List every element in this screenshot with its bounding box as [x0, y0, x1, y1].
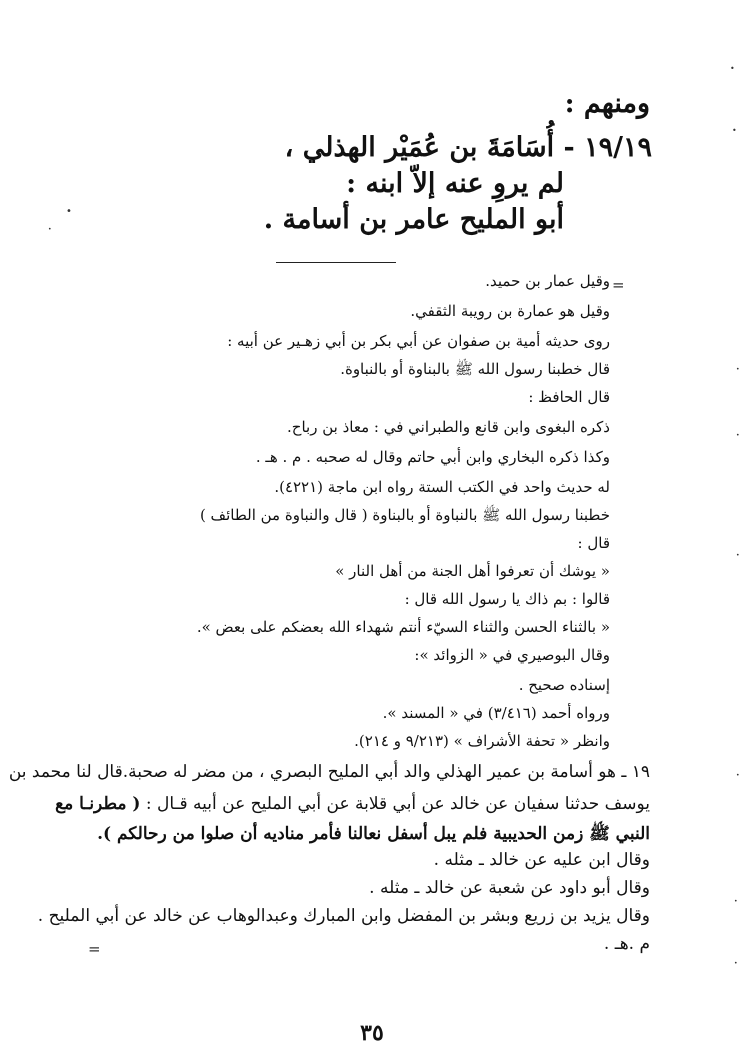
- page-number: ٣٥: [360, 1020, 384, 1046]
- footnote-line-14: وقال البوصيري في « الزوائد »:: [414, 646, 610, 664]
- entry-narrators-line: لم يروِ عنه إلاّ ابنه :: [346, 168, 564, 199]
- note19-line-6: وقال يزيد بن زريع وبشر بن المفضل وابن المبارك وعبدالوهاب عن خالد عن أبي المليح .: [37, 906, 650, 926]
- scan-speck: •: [66, 206, 72, 217]
- footnote-line-1: وقيل عمار بن حميد.: [485, 272, 610, 290]
- entry-name: أُسَامَةَ بن عُمَيْر الهذلي ،: [284, 132, 555, 163]
- entry-son-name: أبو المليح عامر بن أسامة .: [263, 204, 564, 235]
- note19-line-2-quote: ( مطرنـا مع: [55, 794, 141, 814]
- note19-line-4: وقال ابن عليه عن خالد ـ مثله .: [433, 850, 650, 870]
- footnote-line-7: وكذا ذكره البخاري وابن أبي حاتم وقال له صحبه . م . هـ .: [255, 448, 610, 466]
- entry-title-line: [285, 134, 652, 161]
- scan-speck: •: [736, 366, 740, 373]
- scan-speck: •: [734, 898, 738, 905]
- footnote-line-17: وانظر « تحفة الأشراف » (٩/٢١٣ و ٢١٤).: [354, 732, 610, 750]
- footnote-line-13: « بالثناء الحسن والثناء السيّء أنتم شهداء الله بعضكم على بعض ».: [196, 618, 610, 636]
- note19-line-7: م .هـ .: [603, 934, 650, 954]
- scan-speck: •: [736, 432, 740, 439]
- footnote-line-11: « يوشك أن تعرفوا أهل الجنة من أهل النار »: [335, 562, 610, 580]
- scan-speck: •: [48, 226, 52, 233]
- scan-speck: •: [736, 552, 740, 559]
- note19-line-5: وقال أبو داود عن شعبة عن خالد ـ مثله .: [369, 878, 650, 898]
- footnote-line-10: قال :: [577, 534, 610, 552]
- scan-speck: •: [736, 772, 740, 779]
- entry-number: ١٩/١٩ -: [563, 132, 652, 163]
- page-continuation-marker: =: [88, 940, 101, 958]
- note19-line-3: النبي ﷺ زمن الحديبية فلم يبل أسفل نعالنا فأمر مناديه أن صلوا من رحالكم ).: [97, 824, 650, 844]
- footnote-line-8: له حديث واحد في الكتب الستة رواه ابن ماجة (٤٢٢١).: [274, 478, 610, 496]
- footnote-continuation-marker: =: [612, 276, 625, 294]
- note19-line-2-text: يوسف حدثنا سفيان عن خالد عن أبي قلابة عن أبي المليح عن أبيه قـال :: [145, 794, 650, 814]
- footnote-line-9: خطبنا رسول الله ﷺ بالنباوة أو بالبناوة ( قال والنباوة من الطائف ): [199, 506, 610, 524]
- footnote-line-15: إسناده صحيح .: [518, 676, 610, 694]
- footnote-line-6: ذكره البغوى وابن قانع والطبراني في : معاذ بن رباح.: [287, 418, 610, 436]
- footnote-line-4: قال خطبنا رسول الله ﷺ بالبناوة أو بالنباوة.: [340, 360, 610, 378]
- scan-speck: •: [734, 960, 738, 967]
- footnote-line-2: وقيل هو عمارة بن رويبة الثقفي.: [410, 302, 610, 320]
- note19-line-2: [55, 796, 650, 813]
- scan-speck: •: [730, 64, 735, 73]
- footnote-separator: [276, 262, 396, 263]
- footnote-line-5: قال الحافظ :: [528, 388, 610, 406]
- section-heading: ومنهم :: [564, 88, 650, 119]
- note19-line-1: ١٩ ـ هو أسامة بن عمير الهذلي والد أبي المليح البصري ، من مضر له صحبة.قال لنا محمد بن: [8, 762, 650, 782]
- footnote-line-16: ورواه أحمد (٣/٤١٦) في « المسند ».: [382, 704, 610, 722]
- scan-speck: •: [732, 126, 737, 135]
- footnote-line-3: روى حديثه أمية بن صفوان عن أبي بكر بن أبي زهـير عن أبيه :: [227, 332, 610, 350]
- footnote-line-12: قالوا : بم ذاك يا رسول الله قال :: [404, 590, 610, 608]
